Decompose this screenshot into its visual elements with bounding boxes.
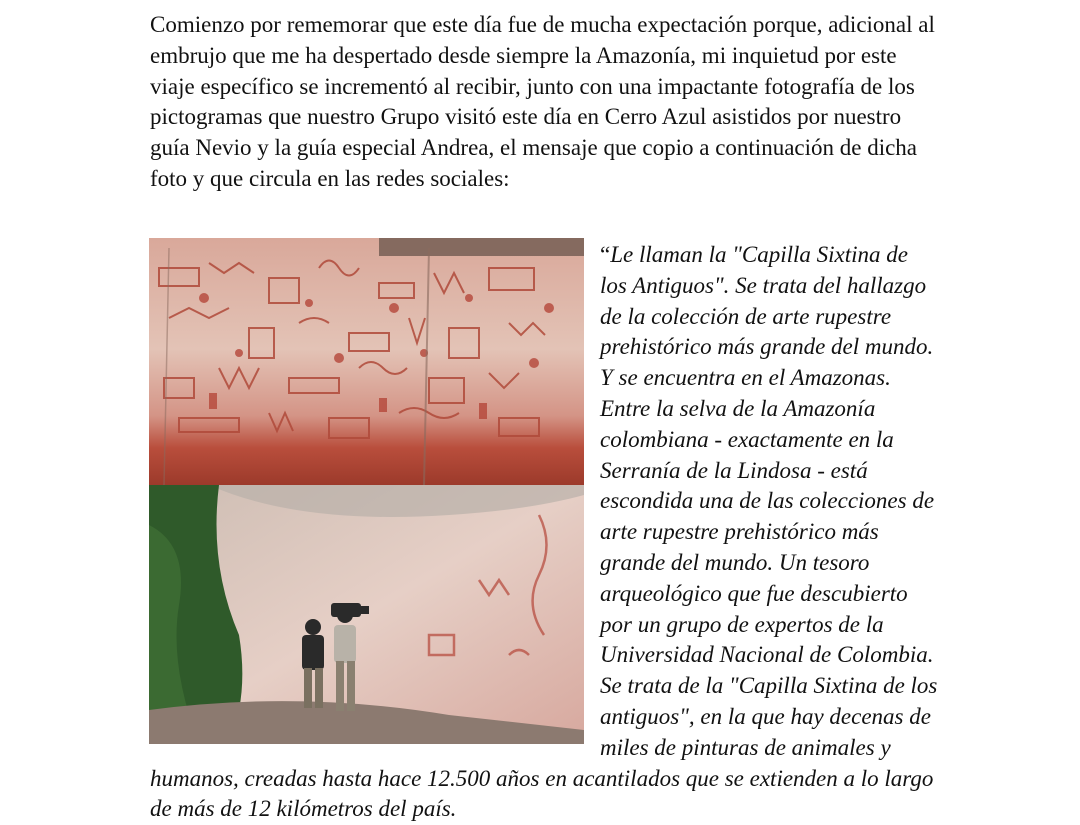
photo-float-spacer	[150, 240, 600, 755]
quote-open-mark: “	[600, 242, 611, 267]
quote-text: Le llaman la "Capilla Sixtina de los Antiguos". Se trata del hallazgo de la colección de arte rupestre prehistórico más grande del mundo. Y se encuentra en el Amazonas. Entre la selva de la Amazonía colombiana - exactamente en la Serranía de la Lindosa - está escondida una de las colecciones de arte rupestre prehistórico más grande del mundo. Un tesoro arqueológico que fue descubierto por un grupo de expertos de la Universidad Nacional de Colombia. Se trata de la "Capilla Sixtina de los antiguos", en la que hay decenas de miles de pinturas de animales y humanos, creadas hasta hace 12.500 años en acantilados que se extienden a lo largo de más de 12 kilómetros del país.	[150, 242, 938, 822]
quote-paragraph	[150, 240, 940, 825]
intro-paragraph: Comienzo por rememorar que este día fue de mucha expectación porque, adicional al embrujo que me ha despertado desde siempre la Amazonía, mi inquietud por este viaje específico se incrementó al recibir, junto con una impactante fotografía de los pictogramas que nuestro Grupo visitó este día en Cerro Azul asistidos por nuestro guía Nevio y la guía especial Andrea, el mensaje que copio a continuación de dicha foto y que circula en las redes sociales:	[150, 12, 935, 191]
